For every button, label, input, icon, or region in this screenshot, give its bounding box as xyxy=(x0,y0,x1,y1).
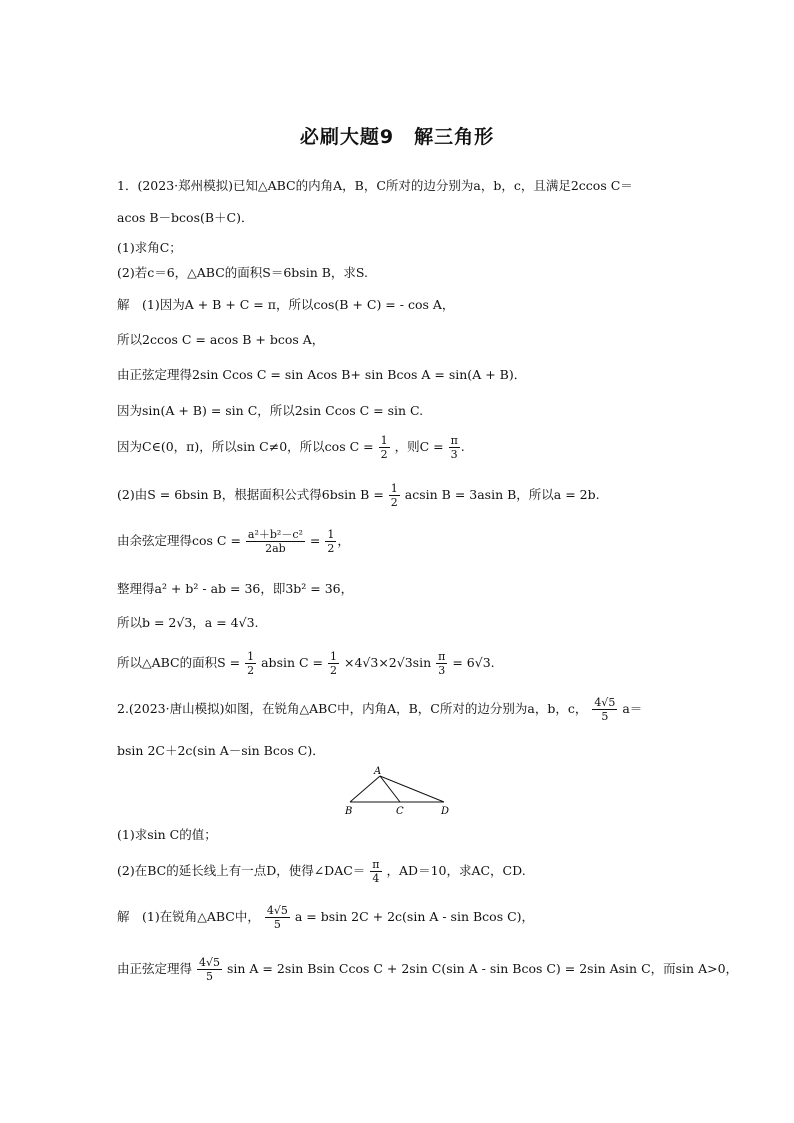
fraction-4root5-over-5 xyxy=(592,696,617,723)
frac-num: 1 xyxy=(327,528,335,541)
s10c-text: ×4√3×2√3sin xyxy=(343,655,432,670)
frac-den: 5 xyxy=(592,709,617,723)
solution1-line6 xyxy=(117,482,600,509)
fraction-pi-3 xyxy=(436,650,447,677)
s5b-text: ，则C = xyxy=(394,439,444,454)
fraction-pi-4 xyxy=(370,858,381,885)
frac-den: 5 xyxy=(197,969,222,983)
frac-den: 3 xyxy=(449,447,460,461)
frac-den: 2ab xyxy=(246,541,305,555)
problem1-line2: acos B－bcos(B＋C)． xyxy=(117,210,254,225)
s7-text: 由余弦定理得cos C = xyxy=(117,533,241,548)
solution1-line9: 所以b = 2√3，a = 4√3. xyxy=(117,615,259,630)
s6b-text: acsin B = 3asin B，所以a = 2b. xyxy=(404,487,600,502)
frac-num: 1 xyxy=(247,650,255,663)
frac-den: 5 xyxy=(265,917,290,931)
frac-num: 1 xyxy=(380,434,388,447)
solution1-line5: 因为C∈(0，π)，所以sin C≠0，所以cos C = $\frac{1}{2}$ ，则C = $\frac{\pi}{3}$ . xyxy=(117,434,465,461)
solution1-line7: 由余弦定理得cos C = $\frac{\text{a²＋b²－c²}}{2ab}$ = $\frac{1}{2}$ ， xyxy=(117,528,350,555)
p2-q2b-text: ，AD＝10，求AC，CD. xyxy=(386,863,526,878)
frac-den: 4 xyxy=(370,871,381,885)
s10d-text: = 6√3. xyxy=(452,655,495,670)
frac-num: a²＋b²－c² xyxy=(247,528,303,541)
p2-s1-text: 解 (1)在锐角△ABC中， xyxy=(117,909,260,924)
label-d: D xyxy=(441,806,450,817)
problem2-line1 xyxy=(117,696,642,723)
fraction-half xyxy=(389,482,400,509)
frac-den: 2 xyxy=(327,542,335,555)
fraction-cosine-law xyxy=(246,528,305,555)
problem1-line1: 1．(2023·郑州模拟)已知△ABC的内角A，B，C所对的边分别为a，b，c，且满足2ccos C＝ xyxy=(117,178,633,193)
solution1-line4: 因为sin(A + B) = sin C，所以2sin Ccos C = sin C. xyxy=(117,403,424,418)
segment-ab xyxy=(350,776,380,802)
problem2-q1: (1)求sin C的值； xyxy=(117,827,217,842)
triangle-diagram xyxy=(340,764,460,820)
fraction-4root5-over-5 xyxy=(197,956,222,983)
frac-num: 4√5 xyxy=(594,696,616,709)
p2-s1b-text: a = bsin 2C + 2c(sin A - sin Bcos C)， xyxy=(294,909,535,924)
frac-den: 2 xyxy=(247,664,255,677)
problem2-line2: bsin 2C＋2c(sin A－sin Bcos C)． xyxy=(117,743,325,758)
page-title: 必刷大题9 解三角形 xyxy=(299,126,495,148)
solution2-line1 xyxy=(117,904,534,931)
s6-text: (2)由S = 6bsin B，根据面积公式得6bsin B = xyxy=(117,487,384,502)
p2-l1b-text: a＝ xyxy=(622,701,643,716)
fraction-half xyxy=(379,434,390,461)
frac-den: 2 xyxy=(330,664,337,677)
solution1-line1: 解 (1)因为A + B + C = π，所以cos(B + C) = - cos A， xyxy=(117,297,455,312)
fraction-pi-3 xyxy=(449,434,460,461)
label-a: A xyxy=(374,766,382,777)
solution1-line2: 所以2ccos C = acos B + bcos A， xyxy=(117,332,325,347)
solution2-line2 xyxy=(117,956,738,983)
fraction-half xyxy=(325,528,336,555)
frac-num: π xyxy=(438,650,446,663)
fraction-half xyxy=(245,650,256,677)
solution1-line10 xyxy=(117,650,495,677)
label-b: B xyxy=(345,806,353,817)
frac-den: 2 xyxy=(380,448,388,461)
frac-num: 4√5 xyxy=(199,956,221,969)
problem2-q2 xyxy=(117,858,526,885)
triangle-figure xyxy=(340,764,460,824)
problem1-q1: (1)求角C； xyxy=(117,240,182,255)
s5-text: 因为C∈(0，π)，所以sin C≠0，所以cos C = xyxy=(117,439,374,454)
p2-s2-text: 由正弦定理得 xyxy=(117,961,193,976)
label-c: C xyxy=(396,806,404,817)
solution1-line3: 由正弦定理得2sin Ccos C = sin Acos B+ sin Bcos A = sin(A + B)． xyxy=(117,367,527,382)
problem1-q2: (2)若c＝6，△ABC的面积S＝6bsin B，求S. xyxy=(117,265,369,280)
s10b-text: absin C = xyxy=(261,655,324,670)
frac-num: 1 xyxy=(330,650,337,663)
equals-sign: = xyxy=(309,533,321,548)
frac-num: π xyxy=(372,858,380,871)
p2-q2-text: (2)在BC的延长线上有一点D，使得∠DAC＝ xyxy=(117,863,366,878)
s10-text: 所以△ABC的面积S = xyxy=(117,655,241,670)
frac-den: 3 xyxy=(436,663,447,677)
fraction-half xyxy=(328,650,339,677)
frac-den: 2 xyxy=(390,496,398,509)
p2-l1-text: 2.(2023·唐山模拟)如图，在锐角△ABC中，内角A，B，C所对的边分别为a，b，c， xyxy=(117,701,588,716)
frac-num: π xyxy=(450,434,458,447)
fraction-4root5-over-5 xyxy=(265,904,290,931)
frac-num: 4√5 xyxy=(266,904,288,917)
p2-s2b-text: sin A = 2sin Bsin Ccos C + 2sin C(sin A - sin Bcos C) = 2sin Asin C，而sin A>0， xyxy=(227,961,739,976)
solution1-line8: 整理得a² + b² - ab = 36，即3b² = 36， xyxy=(117,581,354,596)
frac-num: 1 xyxy=(390,482,398,495)
